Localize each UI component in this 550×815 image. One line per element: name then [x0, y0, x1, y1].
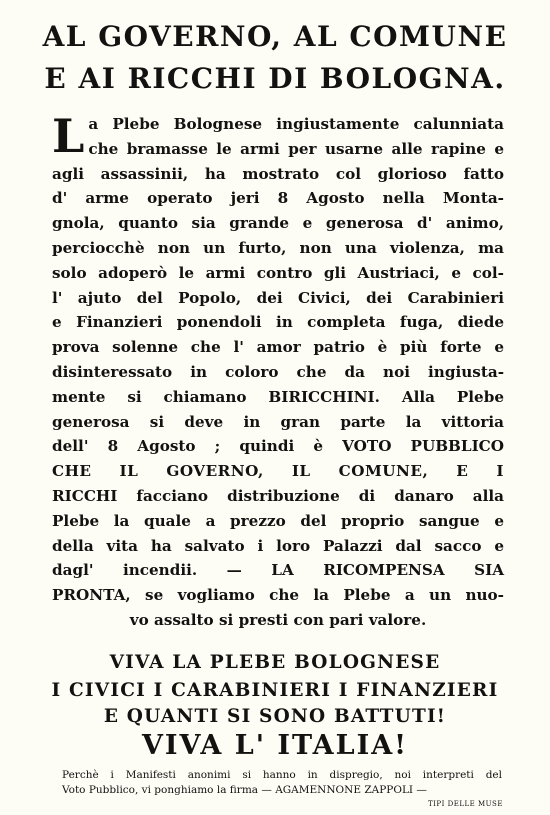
drop-cap: L — [52, 109, 85, 163]
signature-note-line-1: Perchè i Manifesti anonimi si hanno in dispregio, noi interpreti del — [62, 769, 502, 781]
acclamation-line-2: I CIVICI I CARABINIERI I FINANZIERI — [51, 680, 499, 701]
body-line: perciocchè non un furto, non una violenza, ma — [52, 238, 504, 257]
body-line: che bramasse le armi per usarne alle rapine e — [88, 139, 504, 158]
signature-note — [62, 768, 502, 798]
body-line: RICCHI facciano distribuzione di danaro alla — [52, 486, 504, 505]
acclamation-viva-italia: VIVA L' ITALIA! — [141, 730, 409, 761]
body-line: e Finanzieri ponendoli in completa fuga, diede — [52, 313, 504, 332]
body-line: Plebe la quale a prezzo del proprio sangue e — [52, 511, 504, 530]
acclamation-line-3: E QUANTI SI SONO BATTUTI! — [103, 706, 447, 727]
body-line: a Plebe Bolognese ingiustamente calunniata — [88, 115, 504, 133]
body-line: PRONTA, se vogliamo che la Plebe a un nuo- — [52, 586, 504, 605]
manifesto-body — [52, 109, 504, 633]
acclamation-line-1: VIVA LA PLEBE BOLOGNESE — [109, 652, 441, 673]
body-line: gnola, quanto sia grande e generosa d' animo, — [52, 214, 504, 233]
body-line: dagl' incendii. — LA RICOMPENSA SIA — [52, 561, 504, 580]
body-line: disinteressato in coloro che da noi ingiusta- — [52, 362, 504, 381]
headline-line-2: E AI RICCHI DI BOLOGNA. — [44, 62, 506, 95]
body-line: vo assalto si presti con pari valore. — [129, 610, 427, 629]
body-line: prova solenne che l' amor patrio è più forte e — [52, 338, 504, 357]
printer-imprint: TIPI DELLE MUSE — [428, 800, 503, 808]
body-line: l' ajuto del Popolo, dei Civici, dei Carabinieri — [52, 288, 504, 307]
body-line: della vita ha salvato i loro Palazzi dal sacco e — [52, 536, 504, 555]
body-line: CHE IL GOVERNO, IL COMUNE, E I — [52, 462, 504, 481]
body-line: mente si chiamano BIRICCHINI. Alla Plebe — [52, 387, 504, 406]
headline-line-1: AL GOVERNO, AL COMUNE — [42, 20, 508, 53]
body-line: d' arme operato jeri 8 Agosto nella Monta- — [52, 189, 504, 208]
body-line: generosa si deve in gran parte la vittoria — [52, 412, 504, 431]
body-line: solo adoperò le armi contro gli Austriaci, e col- — [52, 263, 504, 282]
body-line: agli assassinii, ha mostrato col glorioso fatto — [52, 164, 504, 183]
signature-note-line-2: Voto Pubblico, vi ponghiamo la firma — AGAMENNONE ZAPPOLI — — [62, 784, 427, 796]
body-line: dell' 8 Agosto ; quindi è VOTO PUBBLICO — [52, 437, 504, 456]
